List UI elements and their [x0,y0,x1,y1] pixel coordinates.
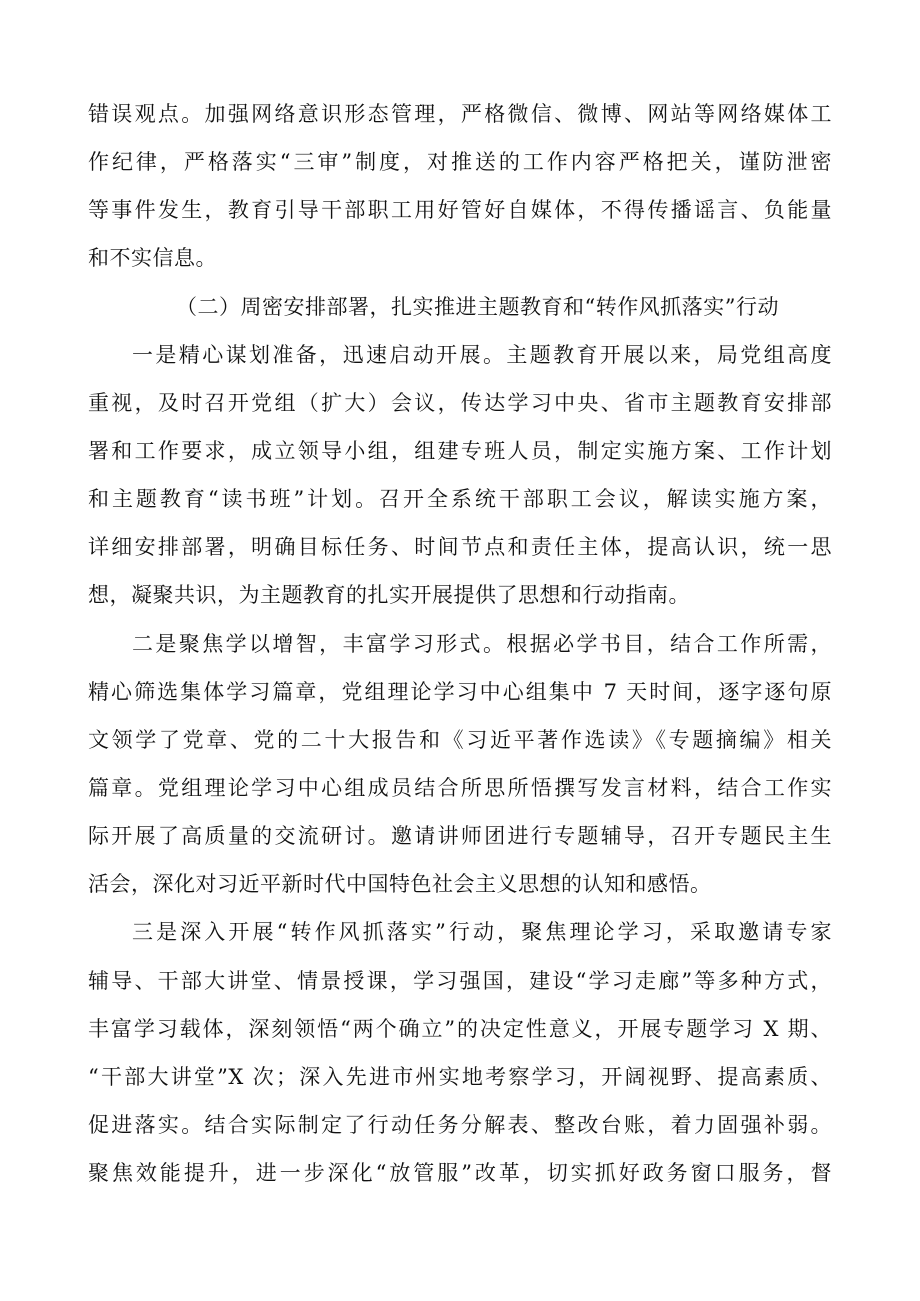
text-line: 促进落实。结合实际制定了行动任务分解表、整改台账，着力固强补弱。 [88,1113,832,1137]
text-line: 篇章。党组理论学习中心组成员结合所思所悟撰写发言材料，结合工作实 [88,776,832,800]
text-line: 三是深入开展“转作风抓落实”行动，聚焦理论学习，采取邀请专家 [132,920,832,944]
section-heading: （二）周密安排部署，扎实推进主题教育和“转作风抓落实”行动 [176,295,779,319]
text-line: 一是精心谋划准备，迅速启动开展。主题教育开展以来，局党组高度 [132,343,832,367]
text-line: “干部大讲堂”X 次；深入先进市州实地考察学习，开阔视野、提高素质、 [88,1065,832,1089]
text-line: 等事件发生，教育引导干部职工用好管好自媒体，不得传播谣言、负能量 [88,198,832,222]
text-line: 聚焦效能提升，进一步深化“放管服”改革，切实抓好政务窗口服务，督 [88,1161,832,1185]
text-line: 精心筛选集体学习篇章，党组理论学习中心组集中 7 天时间，逐字逐句原 [88,680,832,704]
text-line: 丰富学习载体，深刻领悟“两个确立”的决定性意义，开展专题学习 X 期、 [88,1017,832,1041]
text-line: 文领学了党章、党的二十大报告和《习近平著作选读》《专题摘编》相关 [88,728,832,752]
text-line: 想，凝聚共识，为主题教育的扎实开展提供了思想和行动指南。 [88,583,690,607]
text-line: 错误观点。加强网络意识形态管理，严格微信、微博、网站等网络媒体工 [88,102,832,126]
text-line: 署和工作要求，成立领导小组，组建专班人员，制定实施方案、工作计划 [88,439,832,463]
text-line: 作纪律，严格落实“三审”制度，对推送的工作内容严格把关，谨防泄密 [88,150,832,174]
text-line: 际开展了高质量的交流研讨。邀请讲师团进行专题辅导，召开专题民主生 [88,824,832,848]
text-line: 辅导、干部大讲堂、情景授课，学习强国，建设“学习走廊”等多种方式， [88,969,832,993]
text-line: 重视，及时召开党组（扩大）会议，传达学习中央、省市主题教育安排部 [88,391,832,415]
text-line: 二是聚焦学以增智，丰富学习形式。根据必学书目，结合工作所需， [132,632,832,656]
text-line: 详细安排部署，明确目标任务、时间节点和责任主体，提高认识，统一思 [88,535,832,559]
text-line: 和不实信息。 [88,246,217,270]
text-line: 活会，深化对习近平新时代中国特色社会主义思想的认知和感悟。 [88,872,712,896]
text-line: 和主题教育“读书班”计划。召开全系统干部职工会议，解读实施方案， [88,487,832,511]
